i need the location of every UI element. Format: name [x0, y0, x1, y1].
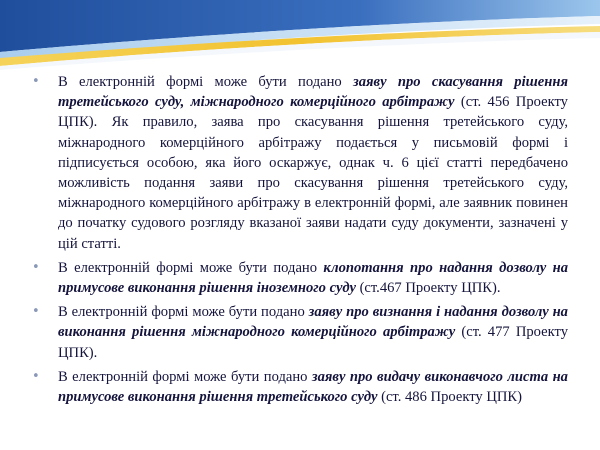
- bullet-text: (ст. 477 Проекту ЦПК).: [58, 324, 568, 361]
- bullet-emphasis: заяву про визнання і надання дозволу на виконання рішення міжнародного комерційного арбітражу: [58, 304, 568, 341]
- bullet-text: (ст.467 Проекту ЦПК).: [355, 280, 501, 297]
- bullet-text: (ст. 486 Проекту ЦПК): [377, 389, 523, 406]
- bullet-emphasis: заяву про скасування рішення третейського суду, міжнародного комерційного арбітражу: [58, 74, 568, 111]
- bullet-icon: •: [32, 74, 40, 89]
- bullet-emphasis: заяву про видачу виконавчого листа на примусове виконання рішення третейського суду: [58, 368, 568, 406]
- bullet-item: [30, 367, 568, 407]
- bullet-icon: •: [32, 304, 40, 320]
- bullet-text: В електронній формі може бути подано: [58, 304, 309, 321]
- bullet-icon: •: [32, 259, 40, 275]
- bullet-emphasis: клопотання про надання дозволу на примусове виконання рішення іноземного суду: [58, 259, 568, 297]
- bullet-text: В електронній формі може бути подано: [58, 74, 354, 90]
- bullet-list: [30, 72, 568, 411]
- header-banner: [0, 0, 600, 70]
- bullet-text: (ст. 456 Проекту ЦПК). Як правило, заява про скасування рішення третейського суду, міжнародного комерційного арбітражу подається у письмовій формі і підписується особою, яка його оскаржує, однак ч. 6 цієї статті передбачено можливість подання заяви про скасування рішення третейського суду, міжнародного комерційного арбітражу в електронній формі, але заявник повинен до початку судового розгляду вказаної заяви надати суду документи, зазначені у цій статті.: [58, 94, 568, 252]
- bullet-text: В електронній формі може бути подано: [58, 368, 312, 385]
- bullet-text: В електронній формі може бути подано: [58, 259, 324, 276]
- bullet-icon: •: [32, 368, 40, 384]
- bullet-item: [30, 258, 568, 298]
- bullet-item: [30, 72, 568, 254]
- bullet-item: [30, 302, 568, 363]
